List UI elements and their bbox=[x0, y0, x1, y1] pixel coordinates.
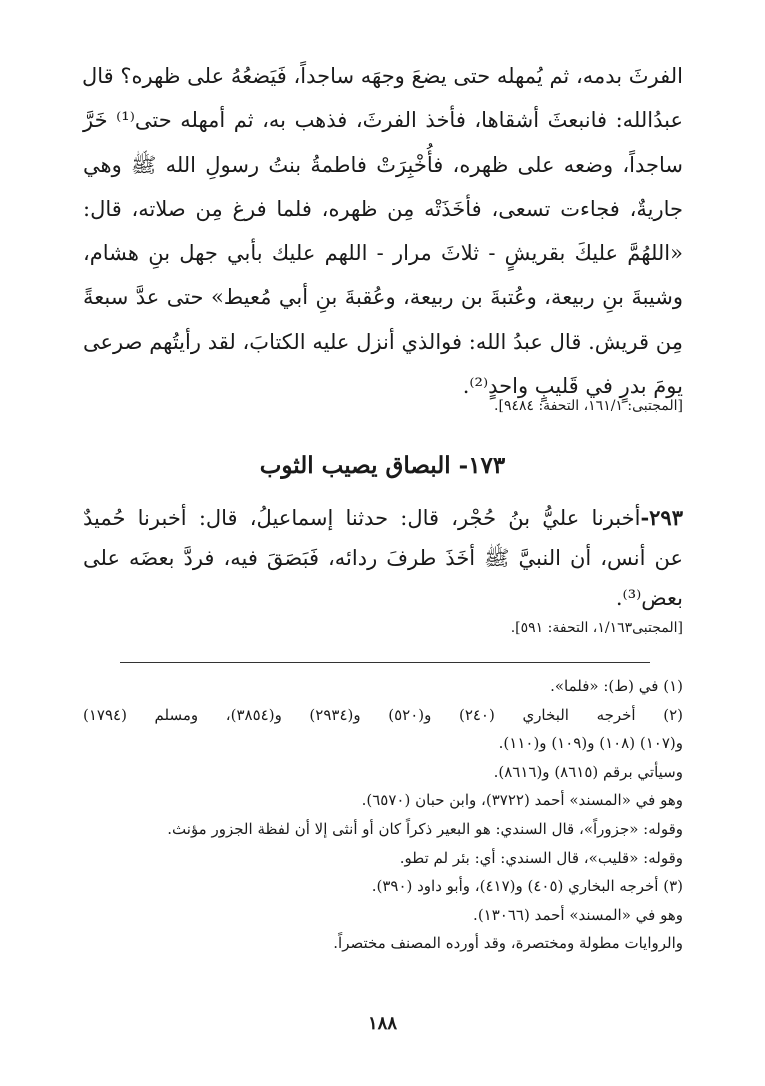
footnote: وقوله: «قليب»، قال السندي: أي: بئر لم تطو. bbox=[399, 848, 683, 867]
text-line: يومَ بدرٍ في قَليبٍ واحدٍ⁽²⁾. bbox=[462, 374, 683, 399]
source-reference: [المجتبى١/١٦٣، التحفة: ٥٩١]. bbox=[510, 620, 683, 636]
footnote: (١) في (ط): «فلما». bbox=[550, 677, 683, 695]
footnote: (٢) أخرجه البخاري (٢٤٠) و(٥٢٠) و(٢٩٣٤) و(٣٨٥٤)، ومسلم (١٧٩٤) bbox=[83, 705, 683, 724]
hadith-entry bbox=[83, 498, 683, 618]
footnote: والروايات مطولة ومختصرة، وقد أورده المصنف مختصراً. bbox=[333, 934, 683, 953]
text-line: جاريةٌ، فجاءت تسعى، فأخَذَتْه مِن ظهره، فلما فرغ مِن صلاته، قال: bbox=[83, 196, 683, 221]
hadith-number: ٢٩٣- bbox=[640, 505, 683, 530]
footnote-divider bbox=[120, 662, 650, 663]
footnote: و(١٠٧) (١٠٨) و(١٠٩) و(١١٠). bbox=[498, 734, 683, 753]
text-line: مِن قريش. قال عبدُ الله: فوالذي أنزل عليه الكتابَ، لقد رأيتُهم صرعى bbox=[83, 329, 683, 354]
page-number: ١٨٨ bbox=[367, 1013, 397, 1034]
text-line: ساجداً، وضعه على ظهره، فأُخْبِرَتْ فاطمةُ بنتُ رسولِ الله ﷺ وهي bbox=[83, 152, 683, 177]
chapter-title: ١٧٣- البصاق يصيب الثوب bbox=[259, 452, 506, 479]
text-line: «اللهُمَّ عليكَ بقريشٍ - ثلاثَ مرار - اللهم عليك بأبي جهل بنِ هشام، bbox=[83, 241, 683, 266]
source-reference: [المجتبى: ١٦١/١، التحفة: ٩٤٨٤]. bbox=[494, 398, 683, 414]
footnote: وهو في «المسند» أحمد (١٣٠٦٦). bbox=[473, 905, 683, 924]
text-line: الفرثَ بدمه، ثم يُمهله حتى يضعَ وجهَه ساجداً، فَيَضعُهُ على ظهره؟ قال bbox=[81, 64, 683, 88]
footnote: وسيأتي برقم (٨٦١٥) و(٨٦١٦). bbox=[493, 762, 683, 781]
footnote: وقوله: «جزوراً»، قال السندي: هو البعير ذكراً كان أو أنثى إلا أن لفظة الجزور مؤنث. bbox=[167, 819, 683, 838]
text-line: عبدُالله: فانبعثَ أشقاها، فأخذ الفرثَ، فذهب به، ثم أمهله حتى⁽¹⁾ خَرَّ bbox=[83, 108, 683, 133]
hadith-line-text: أخبرنا عليُّ بنُ حُجْر، قال: حدثنا إسماعيلُ، قال: أخبرنا حُميدٌ bbox=[83, 506, 641, 530]
text-line: عن أنس، أن النبيَّ ﷺ أخَذَ طرفَ ردائه، فَبَصَقَ فيه، فردَّ بعضَه على bbox=[83, 546, 683, 570]
footnotes bbox=[83, 672, 683, 958]
text-line bbox=[83, 498, 683, 538]
footnote: وهو في «المسند» أحمد (٣٧٢٢)، وابن حبان (٦٥٧٠). bbox=[361, 791, 683, 810]
text-line: وشيبةَ بنِ ربيعة، وعُتبةَ بن ربيعة، وعُقبةَ بنِ أبي مُعيط» حتى عدَّ سبعةً bbox=[83, 285, 683, 310]
text-line: بعض⁽³⁾. bbox=[615, 586, 683, 610]
footnote: (٣) أخرجه البخاري (٤٠٥) و(٤١٧)، وأبو داود (٣٩٠). bbox=[371, 877, 683, 896]
hadith-continuation-text bbox=[83, 54, 683, 408]
